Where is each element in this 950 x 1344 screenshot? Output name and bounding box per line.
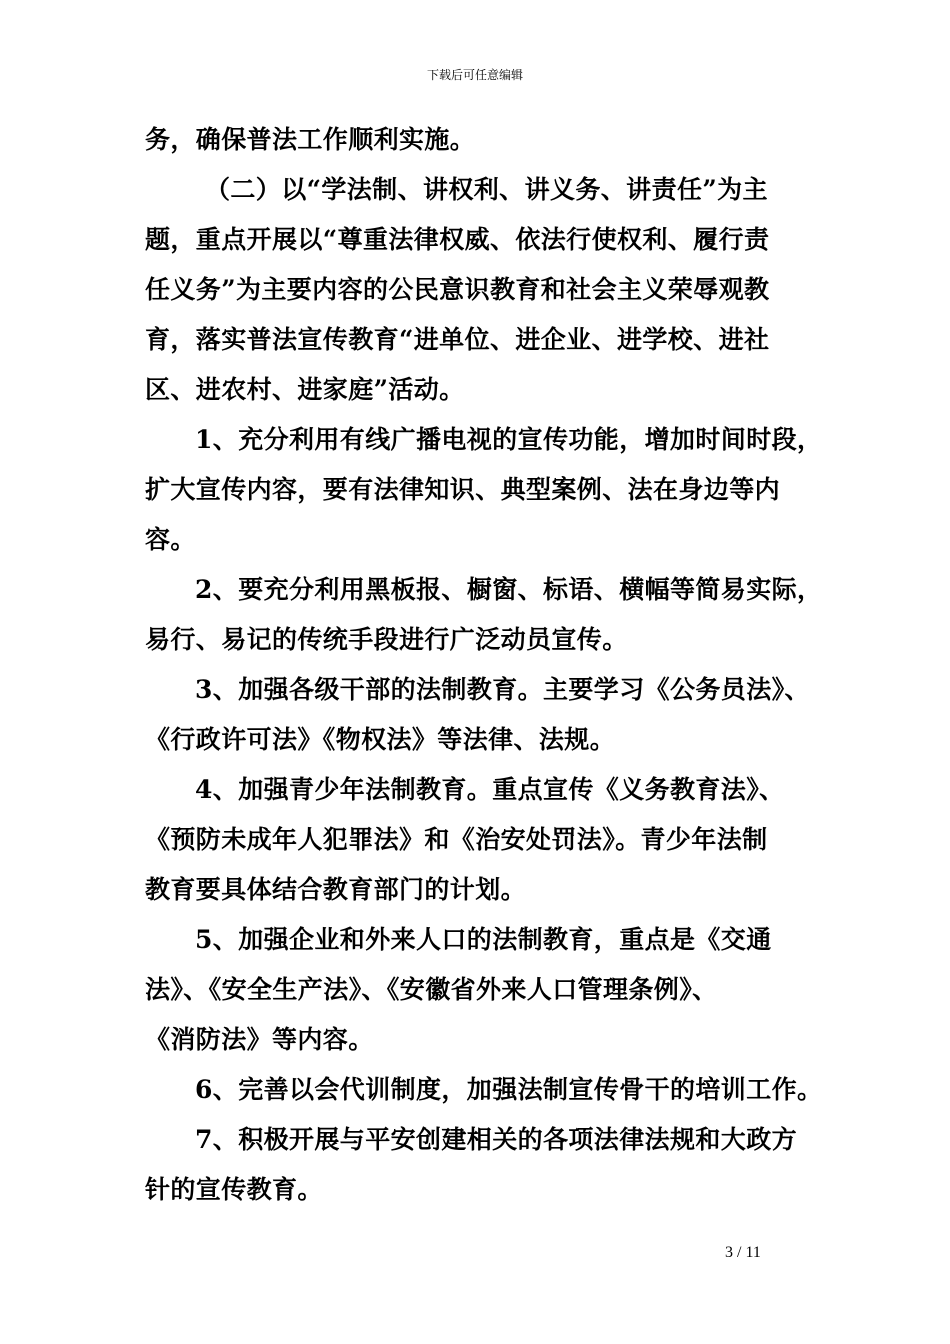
paragraph-line: 法》、《安全生产法》、《安徽省外来人口管理条例》、 [145,975,718,1004]
paragraph-line: 区、进农村、进家庭”活动。 [145,375,465,404]
paragraph-line: 务，确保普法工作顺利实施。 [145,125,476,154]
paragraph-line: 针的宣传教育。 [145,1175,323,1204]
paragraph-line: 题，重点开展以“尊重法律权威、依法行使权利、履行责 [145,225,770,254]
paragraph-line: 6、完善以会代训制度，加强法制宣传骨干的培训工作。 [195,1075,823,1104]
paragraph-line: 易行、易记的传统手段进行广泛动员宣传。 [145,625,628,654]
paragraph-line: 容。 [145,525,196,554]
page-header: 下载后可任意编辑 [426,68,523,82]
paragraph-line: 扩大宣传内容，要有法律知识、典型案例、法在身边等内 [145,475,781,504]
paragraph-line: 育，落实普法宣传教育“进单位、进企业、进学校、进社 [145,325,770,354]
paragraph-line: 任义务”为主要内容的公民意识教育和社会主义荣辱观教 [145,275,770,304]
paragraph-line: 3、加强各级干部的法制教育。主要学习《公务员法》、 [195,675,810,704]
page-number: 3 / 11 [725,1244,761,1261]
paragraph-line: 7、积极开展与平安创建相关的各项法律法规和大政方 [195,1125,797,1154]
paragraph-line: 5、加强企业和外来人口的法制教育，重点是《交通 [195,925,772,954]
paragraph-line: 4、加强青少年法制教育。重点宣传《义务教育法》、 [195,775,785,804]
document-body [145,124,823,1224]
paragraph-line: （二）以“学法制、讲权利、讲义务、讲责任”为主 [205,175,768,204]
paragraph-line: 《消防法》等内容。 [145,1025,374,1054]
paragraph-line: 《预防未成年人犯罪法》和《治安处罚法》。青少年法制 [145,825,768,854]
paragraph-line: 《行政许可法》《物权法》等法律、法规。 [145,725,616,754]
paragraph-line: 1、充分利用有线广播电视的宣传功能，增加时间时段， [195,425,823,454]
paragraph-line: 2、要充分利用黑板报、橱窗、标语、横幅等简易实际， [195,575,823,604]
paragraph-line: 教育要具体结合教育部门的计划。 [145,875,527,904]
